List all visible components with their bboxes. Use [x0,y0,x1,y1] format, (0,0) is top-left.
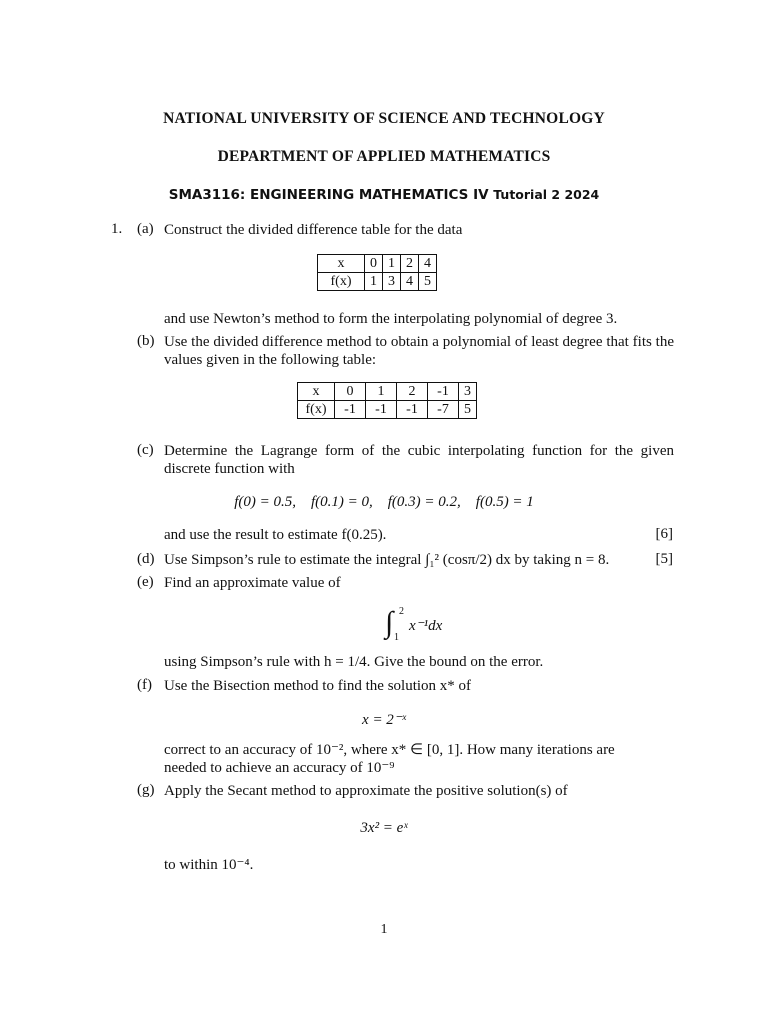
table-cell: f(x) [318,273,365,291]
lagrange-equation: f(0) = 0.5, f(0.1) = 0, f(0.3) = 0.2, f(0.5) = 1 [234,494,534,510]
table-cell: -1 [366,401,397,419]
table-cell: 4 [419,255,437,273]
part-f-text: Use the Bisection method to find the solution x* of [164,678,472,694]
part-f-after-1: correct to an accuracy of 10⁻², where x* ∈ [0, 1]. How many iterations are [164,742,615,758]
integral-sign: ∫ [385,606,394,639]
table-cell: -1 [428,383,459,401]
table-cell: 2 [397,383,428,401]
part-f-label: (f) [137,677,152,693]
table-cell: 0 [365,255,383,273]
page-number: 1 [380,922,388,937]
part-a-text: Construct the divided difference table for the data [164,222,463,238]
part-c-marks: [6] [655,526,673,542]
course-title [0,187,768,203]
part-a-after: and use Newton’s method to form the interpolating polynomial of degree 3. [164,311,618,327]
table-cell: 1 [383,255,401,273]
tutorial-label: Tutorial 2 2024 [493,187,600,202]
part-a-label: (a) [137,221,154,237]
part-d-label: (d) [137,551,155,567]
table-cell: x [318,255,365,273]
table-cell: 1 [366,383,397,401]
part-f-after-2: needed to achieve an accuracy of 10⁻⁹ [164,760,395,776]
table-row [318,255,437,273]
table-a [317,254,437,291]
table-cell: 3 [459,383,477,401]
table-row [318,273,437,291]
table-b [297,382,477,419]
question-number: 1. [111,221,123,237]
table-cell: -7 [428,401,459,419]
table-cell: 4 [401,273,419,291]
part-e-text: Find an approximate value of [164,575,341,591]
part-c-after: and use the result to estimate f(0.25). [164,527,387,543]
part-g-after: to within 10⁻⁴. [164,857,254,873]
table-row [298,383,477,401]
integral-upper-limit: 2 [399,606,404,617]
table-row [298,401,477,419]
bisection-equation: x = 2⁻ˣ [362,712,406,728]
table-cell: 0 [335,383,366,401]
part-d-text: Use Simpson’s rule to estimate the integral ∫₁² (cosπ/2) dx by taking n = 8. [164,552,610,568]
part-g-label: (g) [137,782,155,798]
part-b-label: (b) [137,333,155,349]
table-cell: 2 [401,255,419,273]
part-e-after: using Simpson’s rule with h = 1/4. Give the bound on the error. [164,654,544,670]
table-cell: x [298,383,335,401]
part-b-text: Use the divided difference method to obtain a polynomial of least degree that fits the values given in the following table: [164,334,674,368]
table-cell: -1 [335,401,366,419]
table-cell: f(x) [298,401,335,419]
integral-lower-limit: 1 [394,632,399,643]
table-cell: 1 [365,273,383,291]
table-cell: 5 [419,273,437,291]
table-cell: -1 [397,401,428,419]
table-cell: 5 [459,401,477,419]
department-title: DEPARTMENT OF APPLIED MATHEMATICS [217,148,551,165]
university-title: NATIONAL UNIVERSITY OF SCIENCE AND TECHNOLOGY [163,110,605,127]
part-d-marks: [5] [655,551,673,567]
course-code-name: SMA3116: ENGINEERING MATHEMATICS IV [168,187,489,203]
part-c-label: (c) [137,442,154,458]
table-cell: 3 [383,273,401,291]
part-g-text: Apply the Secant method to approximate the positive solution(s) of [164,783,568,799]
secant-equation: 3x² = eˣ [360,820,408,836]
part-e-label: (e) [137,574,154,590]
part-c-text: Determine the Lagrange form of the cubic interpolating function for the given discrete function with [164,443,674,477]
integrand: x⁻¹dx [409,618,443,634]
